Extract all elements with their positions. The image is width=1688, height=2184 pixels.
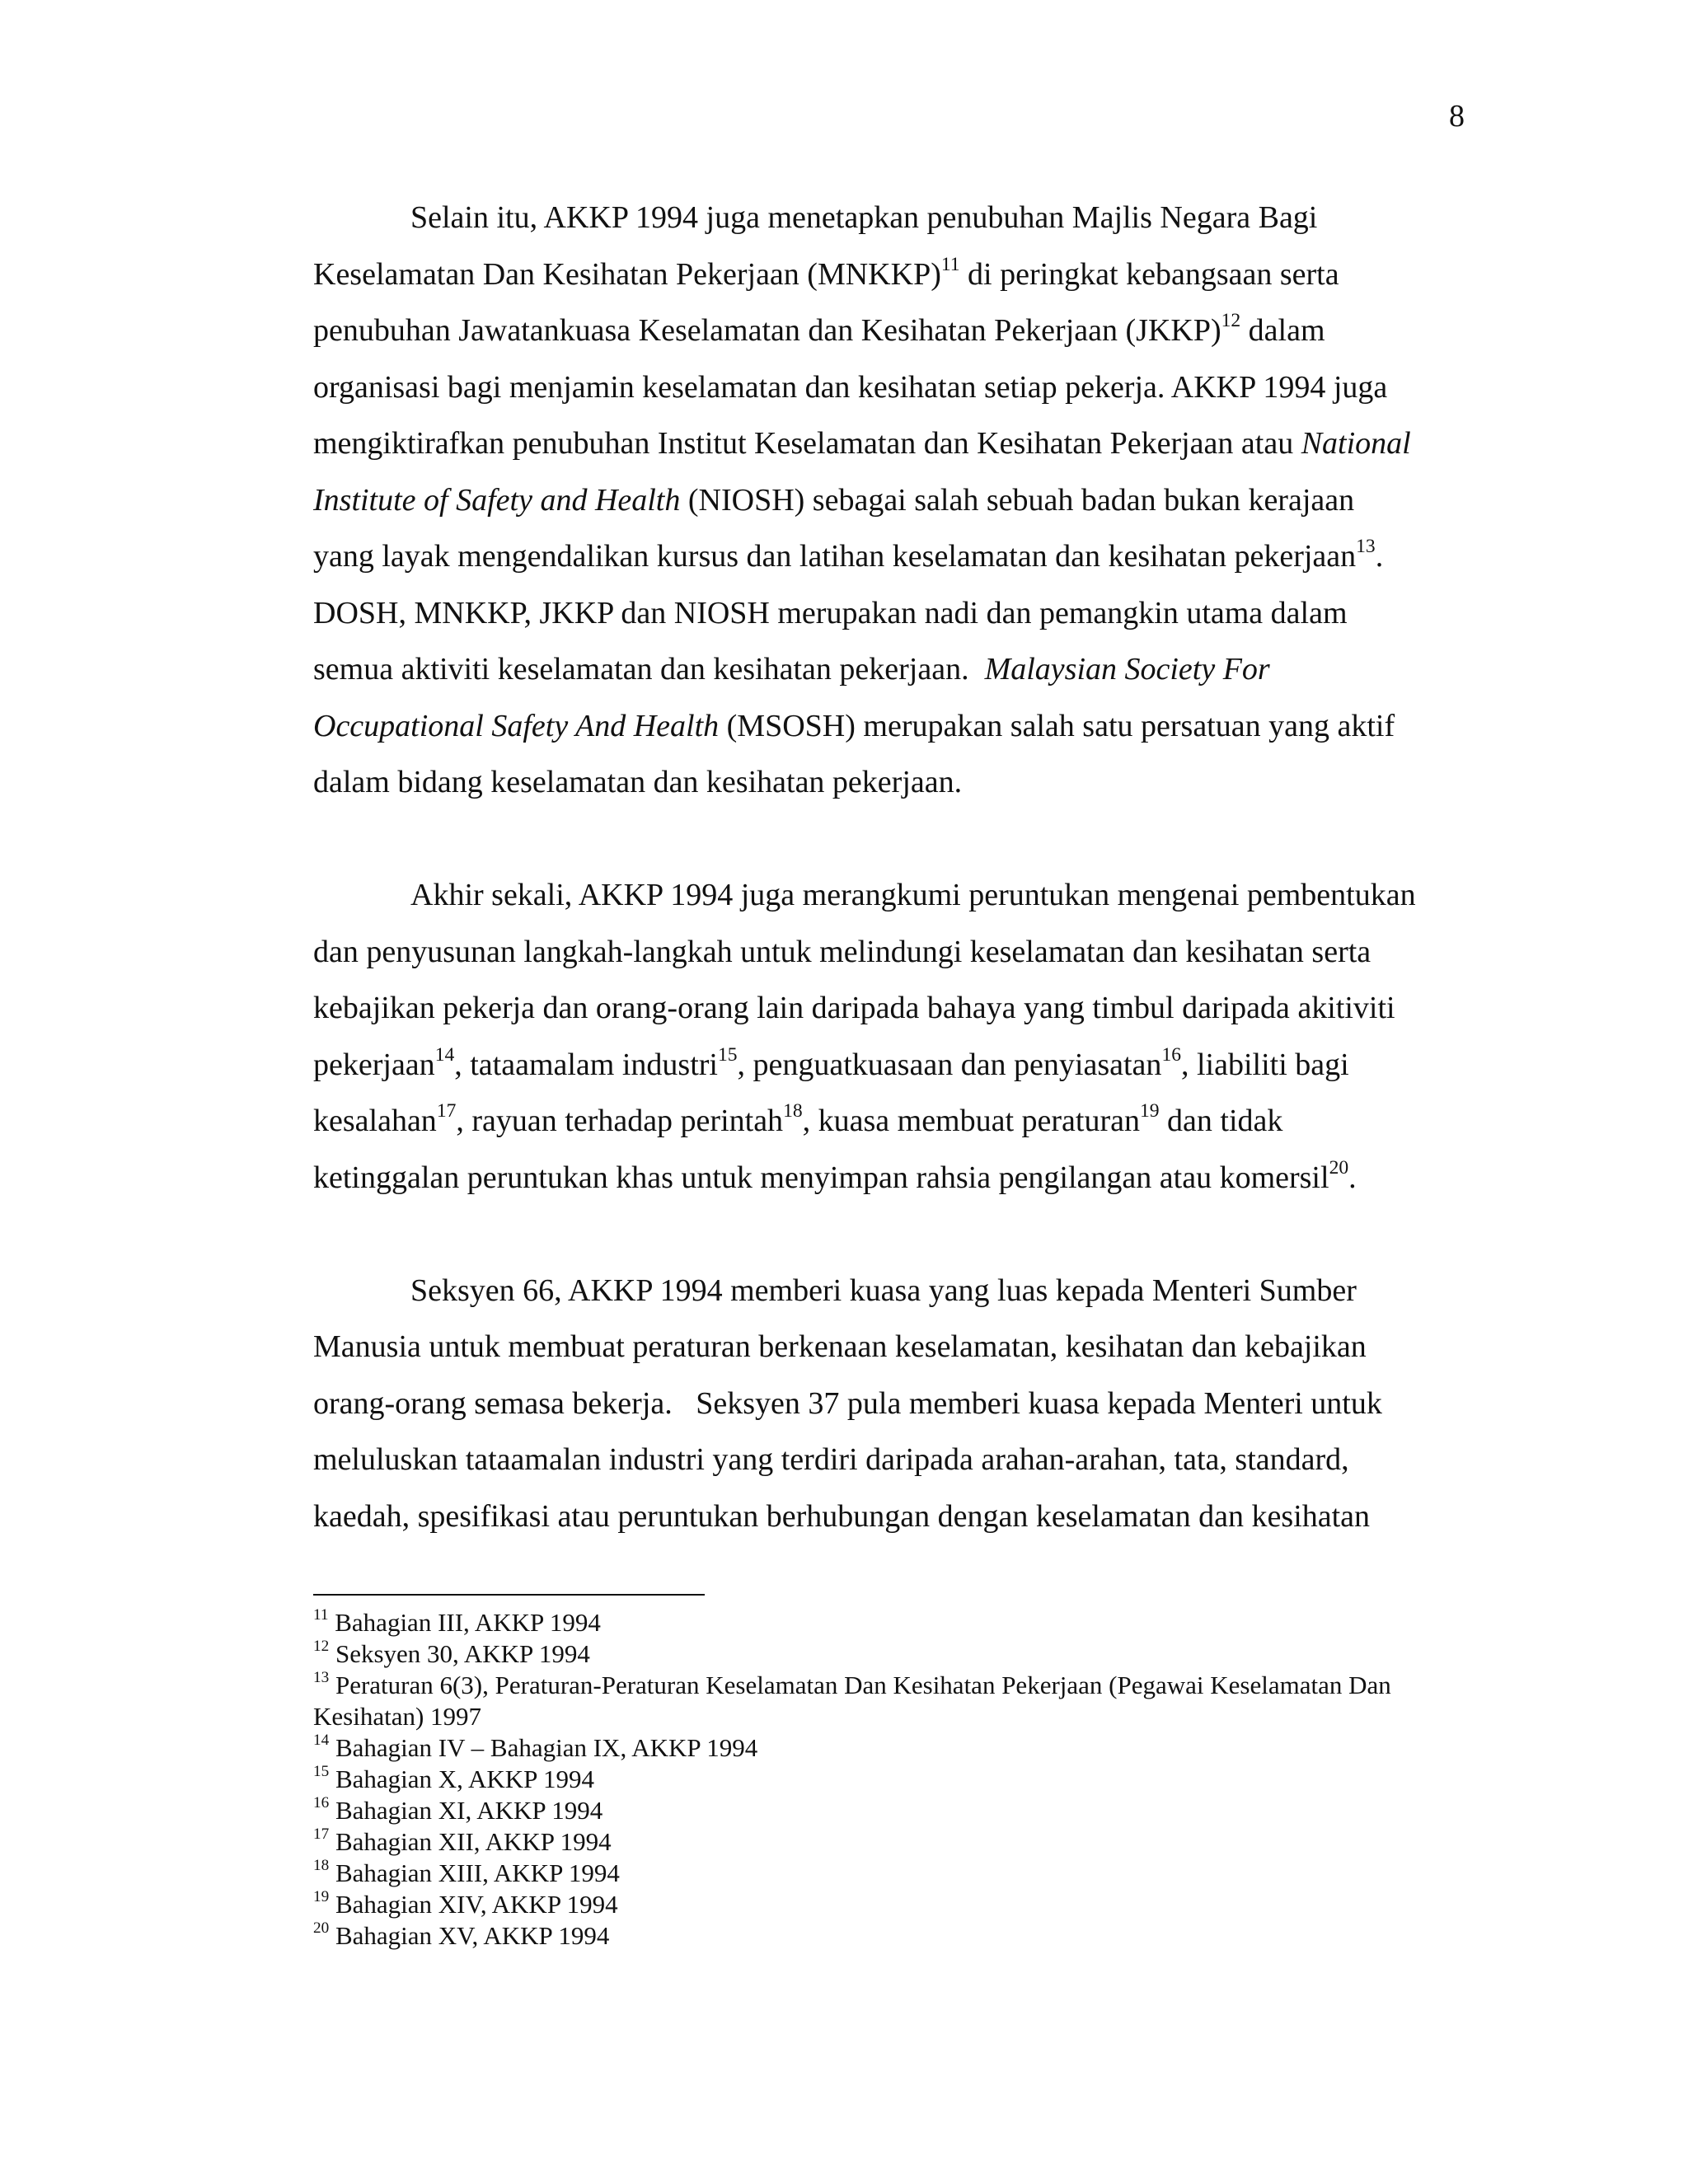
footnotes bbox=[313, 1607, 1475, 1952]
paragraph-1-line-9: semua aktiviti keselamatan dan kesihatan pekerjaan. Malaysian Society For bbox=[313, 652, 1270, 687]
footnote-20: $^{20}$ Bahagian XV, AKKP 1994 bbox=[313, 1919, 610, 1950]
paragraph-3-line-2: Manusia untuk membuat peraturan berkenaan keselamatan, kesihatan dan kebajikan bbox=[313, 1329, 1367, 1364]
footnote-ref-12[interactable]: 12 bbox=[1221, 310, 1241, 332]
footnote-separator bbox=[313, 1594, 705, 1596]
footnote-ref-17[interactable]: 17 bbox=[436, 1100, 457, 1122]
paragraph-1-line-7: yang layak mengendalikan kursus dan latihan keselamatan dan kesihatan pekerjaan$^{13}$. bbox=[313, 536, 1384, 574]
body-text bbox=[313, 190, 1467, 1544]
paragraph-3-line-3: orang-orang semasa bekerja. Seksyen 37 pula memberi kuasa kepada Menteri untuk bbox=[313, 1385, 1382, 1421]
paragraph-3-line-1: Seksyen 66, AKKP 1994 memberi kuasa yang luas kepada Menteri Sumber bbox=[410, 1272, 1357, 1308]
paragraph-1-line-11: dalam bidang keselamatan dan kesihatan pekerjaan. bbox=[313, 765, 963, 799]
footnote-ref-19[interactable]: 19 bbox=[1140, 1100, 1160, 1122]
footnote-13: $^{13}$ Peraturan 6(3), Peraturan-Peraturan Keselamatan Dan Kesihatan Pekerjaan (Pegawai Keselamatan Dan bbox=[313, 1669, 1391, 1699]
paragraph-2-line-1: Akhir sekali, AKKP 1994 juga merangkumi peruntukan mengenai pembentukan bbox=[410, 878, 1416, 912]
paragraph-2-line-2: dan penyusunan langkah-langkah untuk melindungi keselamatan dan kesihatan serta bbox=[313, 934, 1372, 969]
paragraph-1-line-10: Occupational Safety And Health (MSOSH) merupakan salah satu persatuan yang aktif bbox=[313, 708, 1395, 743]
paragraph-1-line-3: penubuhan Jawatankuasa Keselamatan dan Kesihatan Pekerjaan (JKKP)$^{12}$ dalam bbox=[313, 310, 1325, 348]
paragraph-2-line-5: kesalahan$^{17}$, rayuan terhadap perintah$^{18}$, kuasa membuat peraturan$^{19}$ dan tidak bbox=[313, 1100, 1283, 1138]
paragraph-3-line-4: meluluskan tataamalan industri yang terdiri daripada arahan-arahan, tata, standard, bbox=[313, 1442, 1349, 1477]
footnote-12: $^{12}$ Seksyen 30, AKKP 1994 bbox=[313, 1638, 590, 1668]
paragraph-1-line-5: mengiktirafkan penubuhan Institut Keselamatan dan Kesihatan Pekerjaan atau National bbox=[313, 426, 1411, 461]
footnote-13-continued: Kesihatan) 1997 bbox=[313, 1702, 482, 1731]
paragraph-gap bbox=[313, 1206, 1467, 1263]
footnote-15: $^{15}$ Bahagian X, AKKP 1994 bbox=[313, 1763, 594, 1793]
footnote-18: $^{18}$ Bahagian XIII, AKKP 1994 bbox=[313, 1857, 620, 1887]
paragraph-1-line-2: Keselamatan Dan Kesihatan Pekerjaan (MNKKP)$^{11}$ di peringkat kebangsaan serta bbox=[313, 253, 1339, 292]
footnote-ref-16[interactable]: 16 bbox=[1161, 1043, 1181, 1066]
footnote-ref-18[interactable]: 18 bbox=[783, 1100, 803, 1122]
paragraph-2-line-6: ketinggalan peruntukan khas untuk menyimpan rahsia pengilangan atau komersil$^{20}$. bbox=[313, 1156, 1357, 1195]
paragraph-1-line-6: Institute of Safety and Health (NIOSH) sebagai salah sebuah badan bukan kerajaan bbox=[313, 482, 1355, 518]
paragraph-2-line-3: kebajikan pekerja dan orang-orang lain daripada bahaya yang timbul daripada akitiviti bbox=[313, 991, 1395, 1025]
footnote-ref-15[interactable]: 15 bbox=[717, 1043, 738, 1066]
footnote-ref-20[interactable]: 20 bbox=[1329, 1156, 1349, 1179]
footnote-ref-13[interactable]: 13 bbox=[1356, 536, 1376, 558]
paragraph-1-line-8: DOSH, MNKKP, JKKP dan NIOSH merupakan nadi dan pemangkin utama dalam bbox=[313, 595, 1348, 630]
paragraph-1-line-4: organisasi bagi menjamin keselamatan dan kesihatan setiap pekerja. AKKP 1994 juga bbox=[313, 369, 1388, 405]
footnote-19: $^{19}$ Bahagian XIV, AKKP 1994 bbox=[313, 1888, 618, 1919]
footnote-ref-11[interactable]: 11 bbox=[940, 253, 960, 275]
footnote-ref-14[interactable]: 14 bbox=[434, 1043, 455, 1066]
paragraph-1-line-1: Selain itu, AKKP 1994 juga menetapkan penubuhan Majlis Negara Bagi bbox=[410, 200, 1318, 235]
paragraph-gap bbox=[313, 811, 1467, 868]
page-number: 8 bbox=[1449, 99, 1465, 134]
footnote-11: $^{11}$ Bahagian III, AKKP 1994 bbox=[313, 1606, 601, 1637]
footnote-17: $^{17}$ Bahagian XII, AKKP 1994 bbox=[313, 1825, 612, 1856]
footnote-14: $^{14}$ Bahagian IV – Bahagian IX, AKKP 1994 bbox=[313, 1732, 758, 1762]
paragraph-3-line-5: kaedah, spesifikasi atau peruntukan berhubungan dengan keselamatan dan kesihatan bbox=[313, 1498, 1371, 1534]
footnote-16: $^{16}$ Bahagian XI, AKKP 1994 bbox=[313, 1794, 603, 1825]
paragraph-2-line-4: pekerjaan$^{14}$, tataamalam industri$^{15}$, penguatkuasaan dan penyiasatan$^{16}$, liabiliti bagi bbox=[313, 1043, 1349, 1082]
